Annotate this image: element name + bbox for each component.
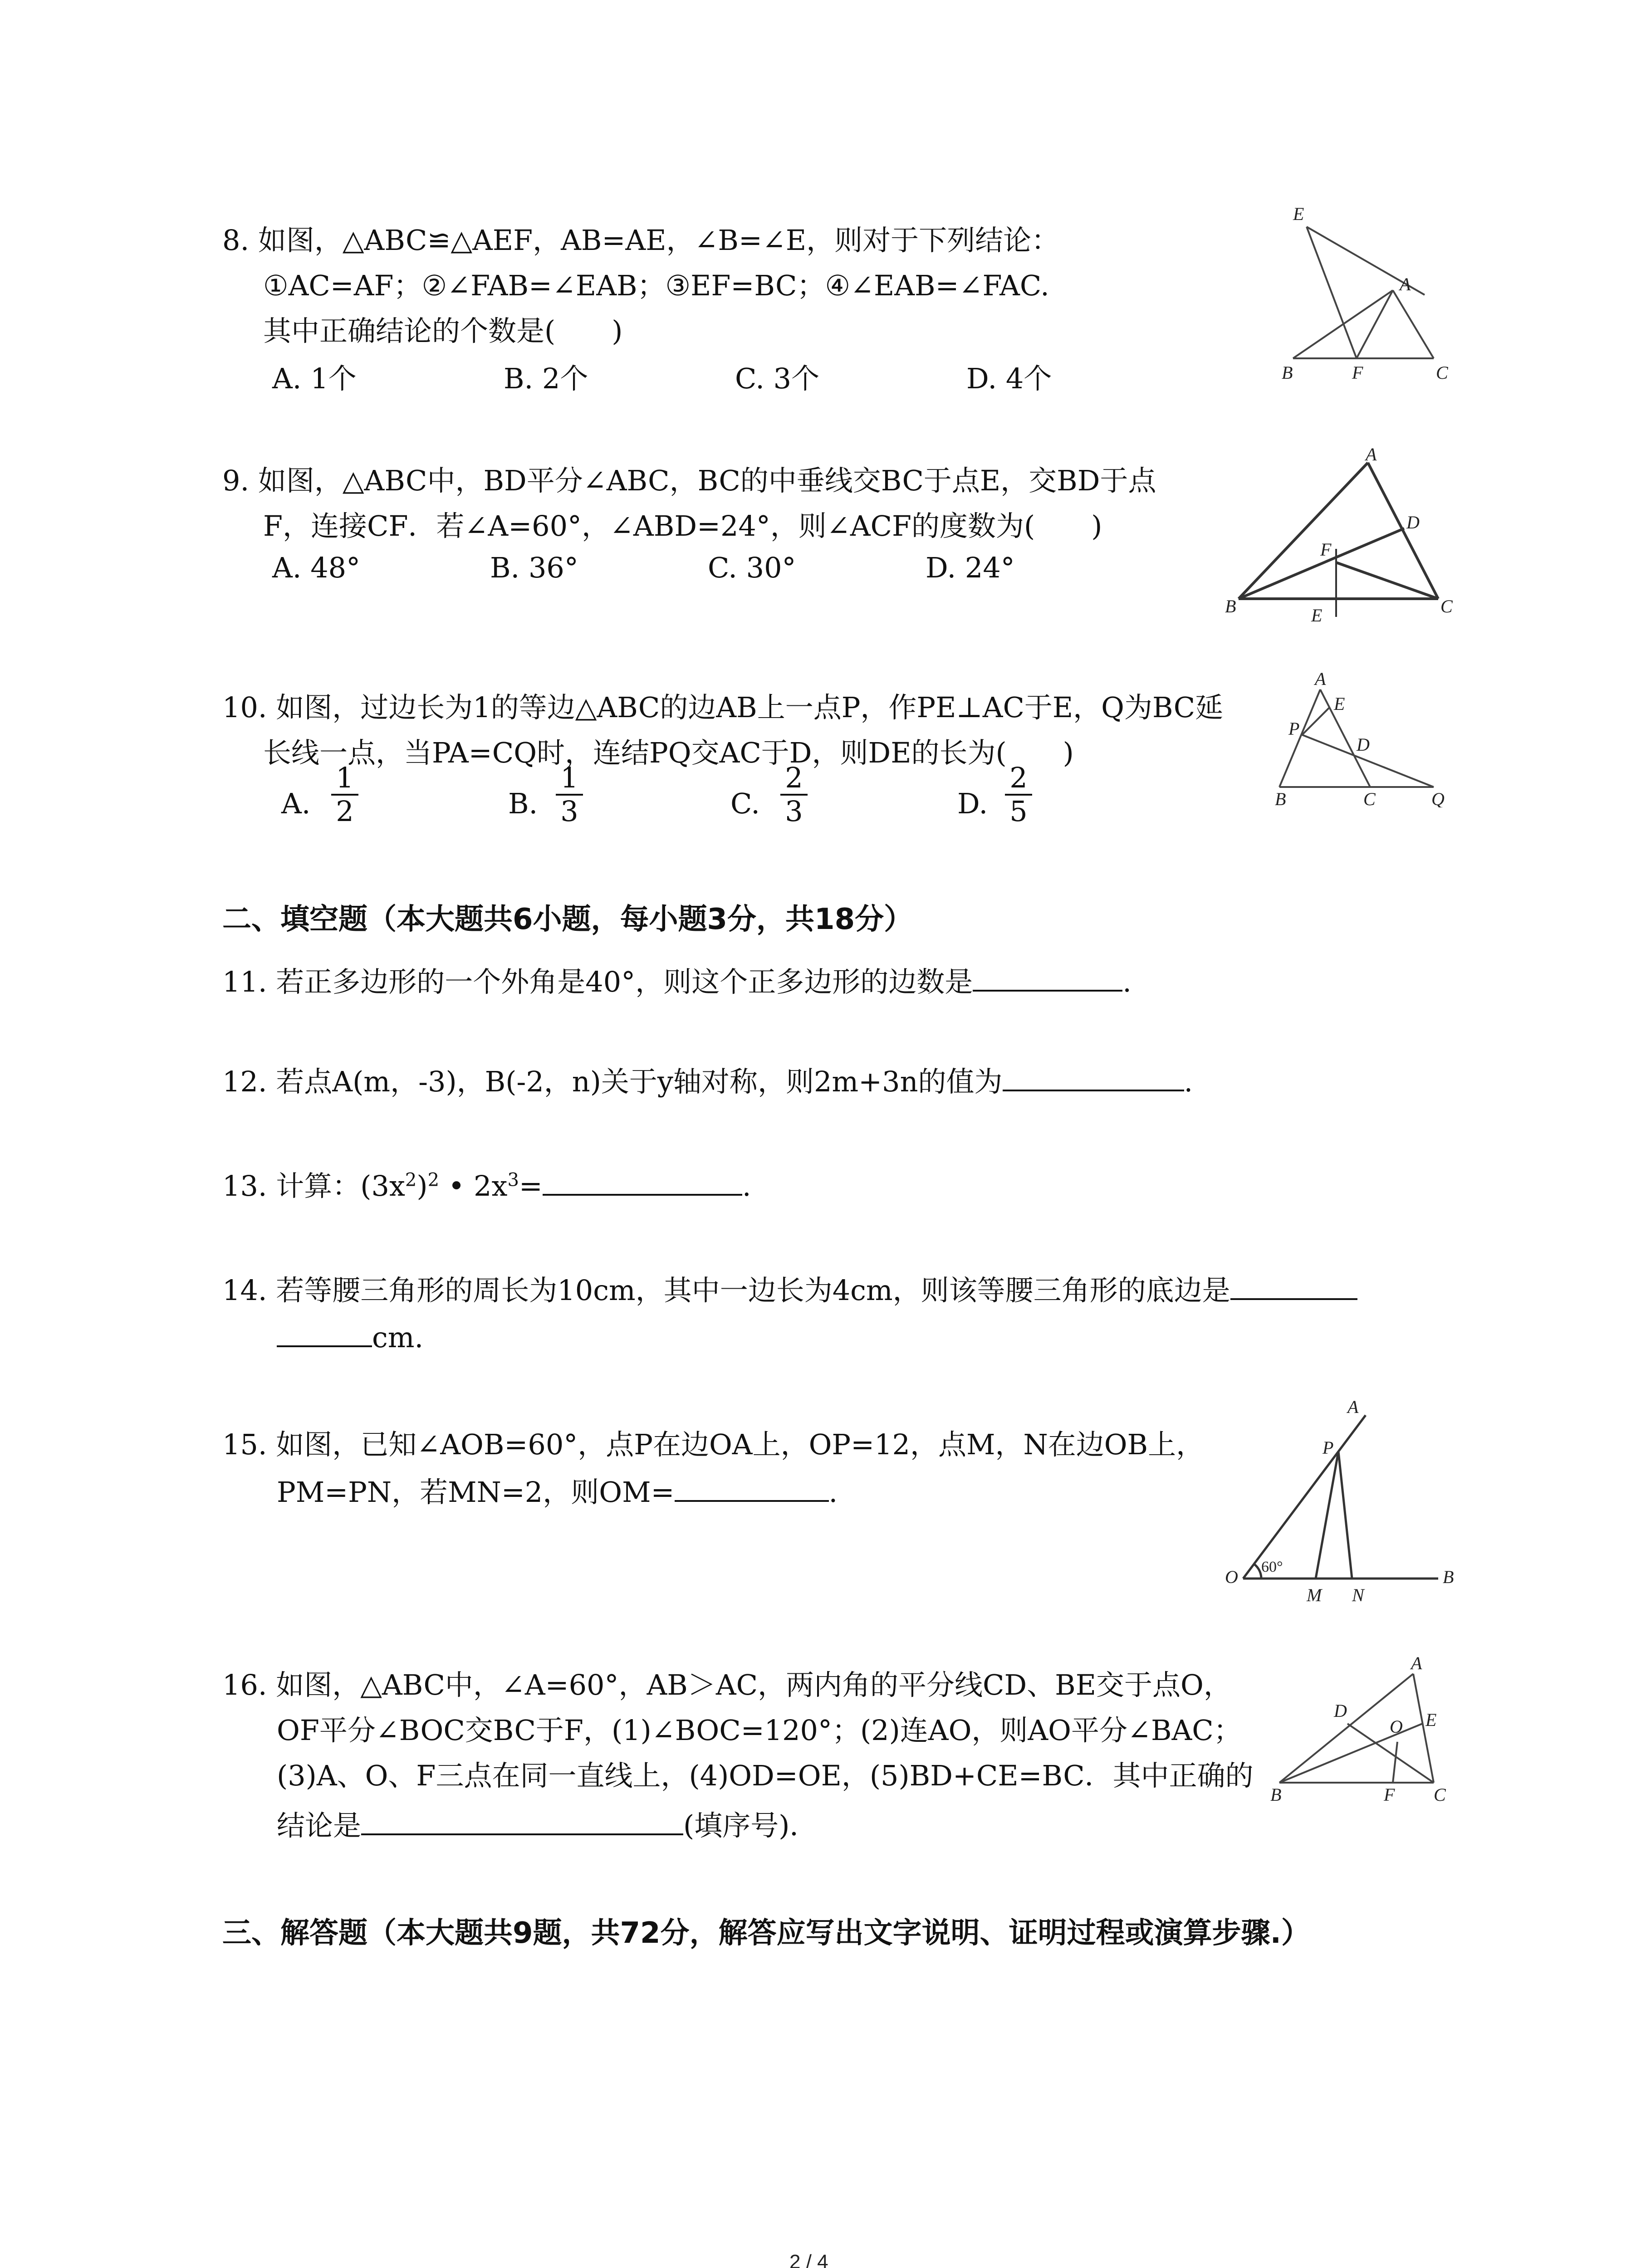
q10-option-a-fraction bbox=[331, 762, 358, 827]
q10-label-e: E bbox=[1334, 694, 1345, 714]
q8-option-d: D. 4个 bbox=[966, 362, 1052, 395]
q10-label-d: D bbox=[1357, 734, 1370, 755]
q15-label-o: O bbox=[1225, 1567, 1238, 1587]
q8-label-c: C bbox=[1436, 362, 1448, 381]
q10-figure bbox=[1261, 671, 1461, 807]
q9-label-b: B bbox=[1225, 596, 1236, 616]
q10-label-q: Q bbox=[1431, 789, 1445, 807]
q12-end: . bbox=[1184, 1065, 1193, 1098]
q15-figure bbox=[1216, 1397, 1470, 1615]
q10-line1: 10. 如图，过边长为1的等边△ABC的边AB上一点P，作PE⊥AC于E，Q为BC延 bbox=[222, 691, 1224, 724]
q10-option-b-letter: B. bbox=[508, 787, 538, 820]
q10-option-b-numerator: 1 bbox=[560, 761, 578, 794]
q15-label-m: M bbox=[1307, 1585, 1322, 1605]
q13-sup2: 2 bbox=[427, 1169, 440, 1191]
q9-label-c: C bbox=[1440, 596, 1453, 616]
q14-line2 bbox=[277, 1320, 423, 1354]
q15-label-n: N bbox=[1352, 1585, 1364, 1605]
q12-answer-blank[interactable] bbox=[1003, 1064, 1184, 1091]
section-2-heading: 二、填空题（本大题共6小题，每小题3分，共18分） bbox=[222, 903, 913, 936]
q10-option-a-denominator: 2 bbox=[336, 795, 354, 828]
q13-sup1: 2 bbox=[405, 1169, 417, 1191]
q10-option-c-fraction bbox=[780, 762, 808, 827]
q16-answer-blank[interactable] bbox=[361, 1808, 683, 1835]
q8-option-b: B. 2个 bbox=[504, 362, 588, 395]
q8-line3: 其中正确结论的个数是( ) bbox=[263, 314, 623, 347]
q8-option-c: C. 3个 bbox=[735, 362, 820, 395]
q8-label-a: A bbox=[1400, 274, 1411, 294]
q14-line1 bbox=[222, 1268, 1357, 1308]
q16-label-b: B bbox=[1270, 1784, 1282, 1805]
q14-unit: cm. bbox=[372, 1321, 424, 1354]
q10-option-d-fraction bbox=[1005, 762, 1032, 827]
q16-text: 结论是 bbox=[277, 1809, 362, 1842]
q8-label-b: B bbox=[1282, 362, 1293, 381]
q16-line4 bbox=[277, 1803, 818, 1843]
q11-answer-blank[interactable] bbox=[973, 964, 1122, 992]
q10-option-c-denominator: 3 bbox=[785, 795, 803, 828]
q13-text-d: = bbox=[519, 1169, 543, 1202]
q16-label-a: A bbox=[1411, 1656, 1422, 1673]
q9-option-b: B. 36° bbox=[490, 551, 578, 584]
q8-line2: ①AC=AF；②∠FAB=∠EAB；③EF=BC；④∠EAB=∠FAC. bbox=[263, 269, 1049, 302]
q10-option-a-letter: A. bbox=[281, 787, 311, 820]
q10-option-a-numerator: 1 bbox=[336, 761, 354, 794]
page-number: 2 / 4 bbox=[789, 2251, 828, 2268]
q9-option-c: C. 30° bbox=[708, 551, 796, 584]
q15-text: PM=PN，若MN=2，则OM= bbox=[277, 1476, 675, 1509]
q16-label-e: E bbox=[1425, 1710, 1437, 1730]
q13 bbox=[222, 1163, 751, 1204]
q15-line1: 15. 如图，已知∠AOB=60°，点P在边OA上，OP=12，点M，N在边OB上， bbox=[222, 1428, 1205, 1461]
q10-label-a: A bbox=[1315, 671, 1326, 689]
q15-line2 bbox=[277, 1470, 838, 1510]
q10-label-b: B bbox=[1275, 789, 1286, 807]
q13-text-c: • 2x bbox=[439, 1169, 508, 1202]
q13-answer-blank[interactable] bbox=[543, 1168, 742, 1196]
q16-line3: (3)A、O、F三点在同一直线上，(4)OD=OE，(5)BD+CE=BC．其中正确的 bbox=[277, 1759, 1254, 1792]
q10-option-c-letter: C. bbox=[730, 787, 760, 820]
q9-label-a: A bbox=[1366, 445, 1377, 464]
q16-figure bbox=[1261, 1656, 1470, 1805]
q14-text: 14. 若等腰三角形的周长为10cm，其中一边长为4cm，则该等腰三角形的底边是 bbox=[222, 1274, 1230, 1307]
q13-text-b: ) bbox=[416, 1169, 428, 1202]
q10-option-b-denominator: 3 bbox=[560, 795, 578, 828]
q8-line1: 8. 如图，△ABC≌△AEF，AB=AE，∠B=∠E，则对于下列结论： bbox=[222, 224, 1060, 257]
q8-label-f: F bbox=[1352, 362, 1363, 381]
q16-label-f: F bbox=[1384, 1784, 1395, 1805]
q11-end: . bbox=[1122, 965, 1132, 998]
q16-end: (填序号)． bbox=[683, 1809, 818, 1842]
q13-end: . bbox=[742, 1169, 751, 1202]
q10-line2: 长线一点，当PA=CQ时，连结PQ交AC于D，则DE的长为( ) bbox=[263, 736, 1074, 769]
q8-label-e: E bbox=[1293, 204, 1304, 224]
q9-line2: F，连接CF．若∠A=60°，∠ABD=24°，则∠ACF的度数为( ) bbox=[263, 509, 1102, 543]
q16-label-c: C bbox=[1434, 1784, 1446, 1805]
q9-label-d: D bbox=[1406, 512, 1420, 533]
q16-line1: 16. 如图，△ABC中，∠A=60°，AB＞AC，两内角的平分线CD、BE交于点O， bbox=[222, 1668, 1232, 1701]
q13-text-a: 13. 计算：(3x bbox=[222, 1169, 405, 1202]
q14-answer-blank-part1[interactable] bbox=[1230, 1273, 1357, 1300]
q16-label-o: O bbox=[1390, 1716, 1403, 1737]
q11 bbox=[222, 959, 1132, 1000]
q10-label-p: P bbox=[1288, 719, 1300, 739]
q12 bbox=[222, 1059, 1193, 1100]
q9-label-e: E bbox=[1311, 605, 1323, 626]
q15-label-angle: 60° bbox=[1261, 1559, 1283, 1575]
q15-end: . bbox=[828, 1476, 838, 1509]
q8-option-a: A. 1个 bbox=[272, 362, 357, 395]
q9-option-d: D. 24° bbox=[926, 551, 1015, 584]
q10-option-d-denominator: 5 bbox=[1009, 795, 1028, 828]
q13-sup3: 3 bbox=[507, 1169, 519, 1191]
q10-label-c: C bbox=[1363, 789, 1376, 807]
q10-option-b-fraction bbox=[556, 762, 583, 827]
q10-option-d-letter: D. bbox=[957, 787, 988, 820]
q12-text: 12. 若点A(m，-3)，B(-2，n)关于y轴对称，则2m+3n的值为 bbox=[222, 1065, 1003, 1098]
q16-label-d: D bbox=[1334, 1701, 1347, 1721]
q9-label-f: F bbox=[1320, 539, 1332, 560]
q14-answer-blank-part2[interactable] bbox=[277, 1320, 372, 1347]
q15-answer-blank[interactable] bbox=[675, 1475, 829, 1502]
q15-label-a: A bbox=[1347, 1397, 1359, 1417]
q15-label-p: P bbox=[1323, 1437, 1334, 1458]
q11-text: 11. 若正多边形的一个外角是40°，则这个正多边形的边数是 bbox=[222, 965, 973, 998]
section-3-heading: 三、解答题（本大题共9题，共72分，解答应写出文字说明、证明过程或演算步骤.） bbox=[222, 1916, 1310, 1950]
q9-figure bbox=[1216, 445, 1470, 635]
q8-figure bbox=[1261, 200, 1470, 381]
q15-label-b: B bbox=[1443, 1567, 1454, 1587]
q9-option-a: A. 48° bbox=[272, 551, 361, 584]
q10-option-c-numerator: 2 bbox=[785, 761, 803, 794]
q10-option-d-numerator: 2 bbox=[1009, 761, 1028, 794]
q9-line1: 9. 如图，△ABC中，BD平分∠ABC，BC的中垂线交BC于点E，交BD于点 bbox=[222, 464, 1156, 497]
q16-line2: OF平分∠BOC交BC于F，(1)∠BOC=120°；(2)连AO，则AO平分∠BAC； bbox=[277, 1714, 1242, 1747]
